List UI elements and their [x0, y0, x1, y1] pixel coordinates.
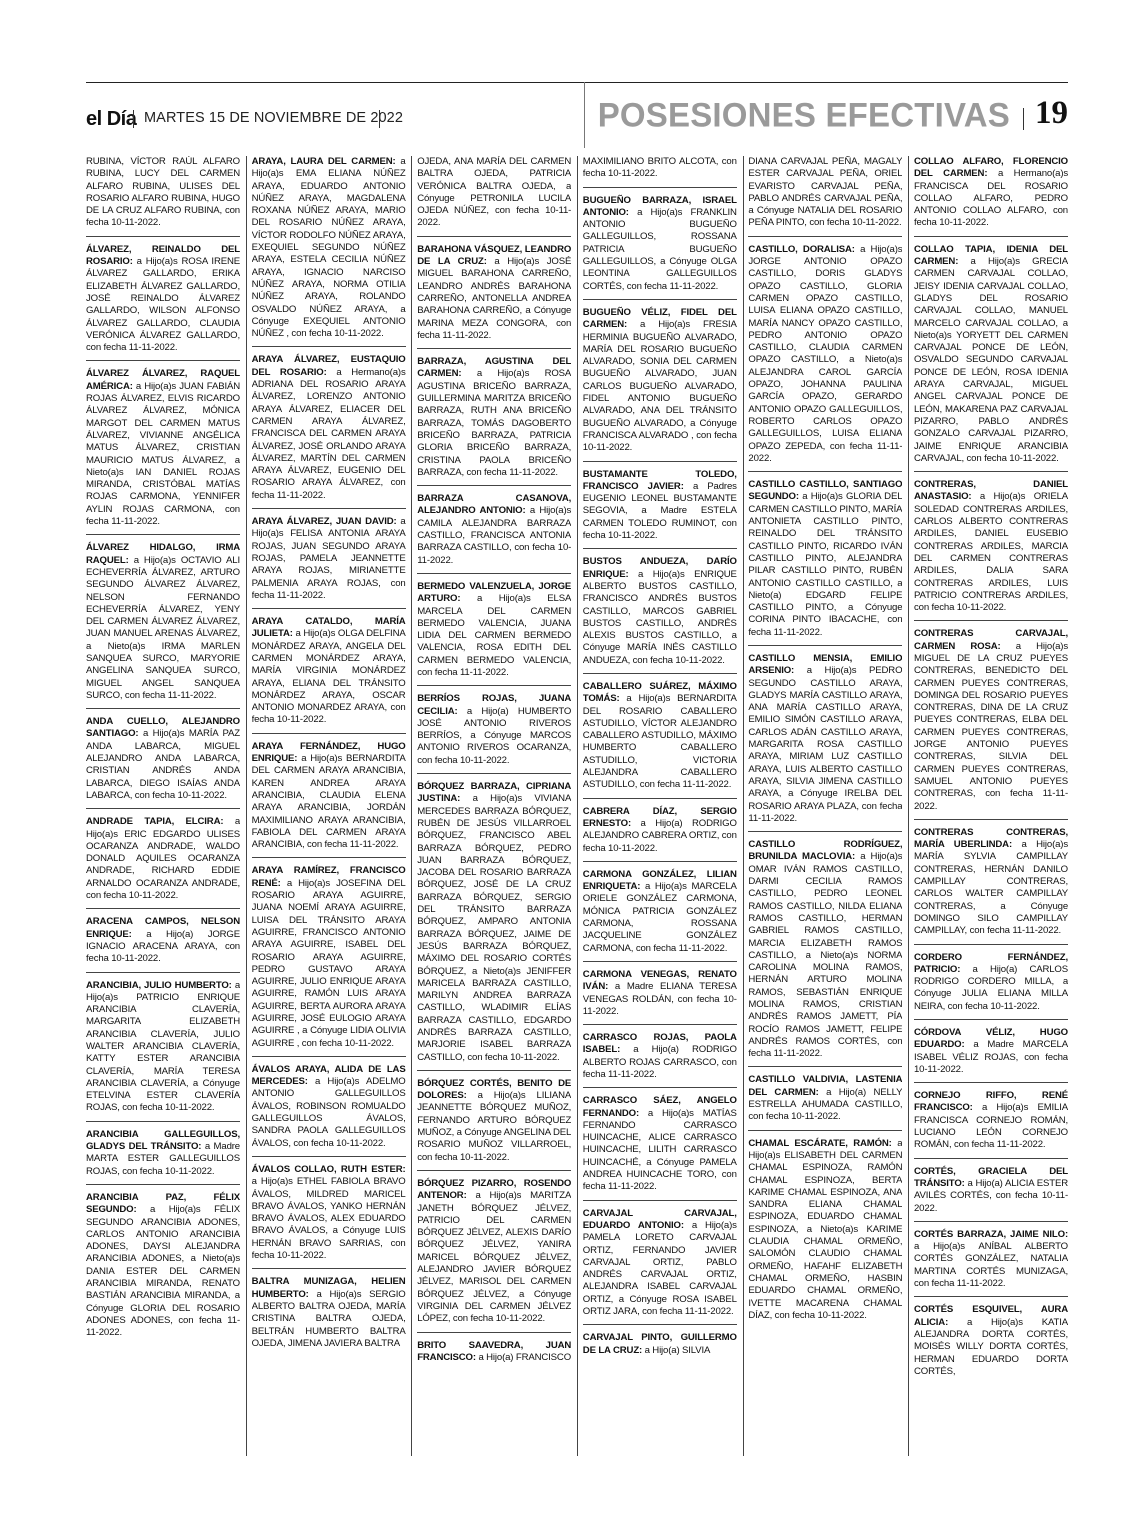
heirs-text: a Hijo(a)s BERNARDITA DEL CARMEN ARAYA ARANCIBIA, KAREN ANDREA ARAYA ARANCIBIA, CLAUDIA ELENA ARAYA ARANCIBIA, JORDÁN MAXIMILIANO ARAYA ARANCIBIA, FABIOLA DEL CARMEN ARAYA ARANCIBIA, con fecha 11-11-2022.: [251, 753, 406, 851]
notice-entry: [914, 952, 1068, 1020]
page-number: 19: [1035, 95, 1068, 131]
deceased-name: ARAYA, LAURA DEL CARMEN:: [251, 156, 396, 167]
notice-entry: [748, 1138, 902, 1328]
deceased-name: CONTRERAS CONTRERAS, MARÍA UBERLINDA:: [914, 826, 1068, 851]
deceased-name: CASTILLO CASTILLO, SANTIAGO SEGUNDO:: [748, 479, 903, 503]
heirs-text: a Hijo(a) SILVIA: [644, 1344, 711, 1356]
deceased-name: BRITO SAAVEDRA, JUAN FRANCISCO:: [417, 1339, 572, 1363]
heirs-text: a Madre ELIANA TERESA VENEGAS ROLDÁN, con fecha 10-11-2022.: [582, 981, 737, 1017]
deceased-name: ARAYA ÁLVAREZ, EUSTAQUIO DEL ROSARIO:: [251, 354, 406, 378]
heirs-text: a Hijo(a)s MATÍAS FERNANDO CARRASCO HUINCACHE, ALICE CARRASCO HUINCACHE, LILITH CARRASCO HUINCACHÉ, a Cónyuge PAMELA ANDREA HUINCACHE TORO, con fecha 11-11-2022.: [582, 1107, 737, 1193]
notice-entry: [914, 628, 1068, 819]
issue-date: MARTES 15 DE NOVIEMBRE DE 2022: [144, 110, 403, 126]
notice-entry: [252, 1164, 406, 1269]
heirs-text: a Hijo(a)s FELISA ANTONIA ARAYA ROJAS, JUAN SEGUNDO ARAYA ROJAS, PAMELA JEANNETTE ARAYA ROJAS, MIRIANETTE PALMENIA ARAYA ROJAS, con fecha 11-11-2022.: [251, 516, 406, 601]
deceased-name: ARAYA ÁLVAREZ, JUAN DAVID:: [251, 516, 397, 528]
notice-entry: [417, 1340, 571, 1371]
heirs-text: a Hijo(a)s VIVIANA MERCEDES BARRAZA BÓRQUEZ, RUBÉN DE JESÚS VILLARROEL BÓRQUEZ, FRANCISCO ABEL BARRAZA BÓRQUEZ, PEDRO JUAN BARRAZA BÓRQUEZ, JACOBA DEL ROSARIO BARRAZA BÓRQUEZ, JOSÉ DE LA CRUZ BARRAZA BÓRQUEZ, SERGIO DEL TRÁNSITO BARRAZA BÓRQUEZ, AMPARO ANTONIA BARRAZA BÓRQUEZ, JAIME DE JESÚS BARRAZA BÓRQUEZ, MÁXIMO DEL ROSARIO CORTÉS BÓRQUEZ, a Nieto(a)s JENIFFER MARICELA BARRAZA CASTILLO, MARILYN ANDREA BARRAZA CASTILLO, WLADIMIR ELÍAS BARRAZA CASTILLO, EDGARDO ANDRÉS BARRAZA CASTILLO, MARJORIE ISABEL BARRAZA CASTILLO, con fecha 10-11-2022.: [417, 793, 572, 1063]
heirs-text: a Hijo(a)s ETHEL FABIOLA BRAVO ÁVALOS, MILDRED MARICEL BRAVO ÁVALOS, YANKO HERNÁN BRAVO ÁVALOS, ALEX EDUARDO BRAVO ÁVALOS, a Cónyuge LUIS HERNÁN BRAVO SARRIAS, con fecha 10-11-2022.: [251, 1176, 406, 1262]
heirs-text: a Hijo(a)s EMILIA FRANCISCA CORNEJO ROMÁN, LUCIANO LEÓN CORNEJO ROMÁN, con fecha 11-11-2022.: [914, 1102, 1068, 1151]
notice-entry: [417, 781, 571, 1071]
heirs-text: a Hijo(a)s GLORIA DEL CARMEN CASTILLO PINTO, MARÍA ANTONIETA CASTILLO PINTO, REINALDO DEL TRÁNSITO CASTILLO PINTO, RICARDO IVÁN CASTILLO PINTO, ALEJANDRA PILAR CASTILLO PINTO, RUBÉN ANTONIO CASTILLO CASTILLO, a Nieto(a) EDGARD FELIPE CASTILLO PINTO, a Cónyuge CORINA PINTO IBACACHE, con fecha 11-11-2022.: [748, 491, 903, 638]
notice-entry: [86, 816, 240, 909]
heirs-text: a Hijo(a)s ELSA MARCELA DEL CARMEN BERMEDO VALENCIA, JUANA LIDIA DEL CARMEN BERMEDO VALENCIA, ROSA EDITH DEL CARMEN BERMEDO VALENCIA, con fecha 11-11-2022.: [417, 593, 572, 678]
deceased-name: CONTRERAS CARVAJAL, CARMEN ROSA:: [914, 628, 1068, 652]
heirs-text: a Hijo(a)s ELISABETH DEL CARMEN CHAMAL ESPINOZA, RAMÓN CHAMAL ESPINOZA, BERTA KARIME CHAMAL ESPINOZA, ANA SANDRA ELIANA CHAMAL ESPINOZA, EDUARDO CHAMAL ESPINOZA, a Nieto(a)s KARIME CLAUDIA CHAMAL ORMEÑO, SALOMÓN CLAUDIO CHAMAL ORMEÑO, HAFAHF ELIZABETH CHAMAL ORMEÑO, HASBIN EDUARDO CHAMAL ORMEÑO, IVETTE MACARENA CHAMAL DÍAZ, con fecha 10-11-2022.: [748, 1137, 903, 1321]
deceased-name: ANDA CUELLO, ALEJANDRO SANTIAGO:: [86, 716, 240, 740]
notice-entry: [252, 741, 406, 859]
deceased-name: CASTILLO MENSIA, EMILIO ARSENIO:: [748, 652, 903, 677]
newspaper-logo: el Día: [86, 108, 137, 130]
deceased-name: CORDERO FERNÁNDEZ, PATRICIO:: [914, 951, 1068, 975]
heirs-text: a Hijo(a)s ERIC EDGARDO ULISES OCARANZA ANDRADE, WALDO DONALD AQUILES OCARANZA ANDRADE, RICHARD EDDIE ARNALDO OCARANZA ANDRADE, con fecha 10-11-2022.: [86, 816, 240, 902]
column-rule: [246, 156, 247, 1456]
deceased-name: ANDRADE TAPIA, ELCIRA:: [86, 816, 224, 828]
notice-entry: [417, 1078, 571, 1171]
deceased-name: CONTRERAS, DANIEL ANASTASIO:: [914, 479, 1068, 503]
notice-entry: [583, 1095, 737, 1200]
heirs-text: a Hijo(a)s OLGA DELFINA MONÁRDEZ ARAYA, ANGELA DEL CARMEN MONÁRDEZ ARAYA, MARÍA VIRGINIA MONÁRDEZ ARAYA, ELIANA DEL TRÁNSITO MONÁRDEZ ARAYA, OSCAR ANTONIO MONARDEZ ARAYA, con fecha 10-11-2022.: [251, 628, 406, 726]
heirs-text: a Hijo(a)s OMAR IVÁN RAMOS CASTILLO, DARMI CECILIA RAMOS CASTILLO, PEDRO LEONEL RAMOS CASTILLO, NILDA ELIANA RAMOS CASTILLO, HERMAN GABRIEL RAMOS CASTILLO, MARCIA ELIZABETH RAMOS CASTILLO, a Nieto(a)s NORMA CAROLINA MOLINA RAMOS, HERNÁN ARTURO MOLINA RAMOS, SEBASTIÁN ENRIQUE MOLINA RAMOS, CRISTIAN ANDRÉS RAMOS JAMETT, PÍA ROCÍO RAMOS JAMETT, FELIPE ANDRÉS RAMOS CORTÉS, con fecha 11-11-2022.: [748, 851, 903, 1060]
notice-entry: [583, 681, 737, 799]
notice-entry: [86, 244, 240, 362]
notice-entry: [86, 156, 240, 237]
deceased-name: ÁLVAREZ HIDALGO, IRMA RAQUEL:: [86, 542, 240, 566]
deceased-name: BUGUEÑO BARRAZA, ISRAEL ANTONIO:: [582, 194, 737, 218]
heirs-text: a Hijo(a)s FRESIA HERMINIA BUGUEÑO ALVARADO, MARÍA DEL ROSARIO BUGUEÑO ALVARADO, SONIA DEL CARMEN BUGUEÑO ALVARADO, JUAN CARLOS BUGUEÑO ALVARADO, FIDEL ANTONIO BUGUEÑO ALVARADO, ANA DEL TRÁNSITO BUGUEÑO ALVARADO, a Cónyuge FRANCISCA ALVARADO , con fecha 10-11-2022.: [582, 319, 737, 454]
heirs-text: a Hijo(a)s CAMILA ALEJANDRA BARRAZA CASTILLO, FRANCISCA ANTONIA BARRAZA CASTILLO, con fecha 10-11-2022.: [417, 505, 572, 566]
heirs-text: a Hijo(a) RODRIGO ALEJANDRO CABRERA ORTIZ, con fecha 10-11-2022.: [582, 817, 737, 854]
column-rule: [577, 156, 578, 1456]
deceased-name: ÁVALOS ARAYA, ALIDA DE LAS MERCEDES:: [251, 1063, 406, 1088]
deceased-name: BUSTAMANTE TOLEDO, FRANCISCO JAVIER:: [582, 468, 737, 492]
section-title: POSESIONES EFECTIVAS: [597, 95, 1010, 134]
notice-entry: [417, 493, 571, 574]
deceased-name: CARMONA VENEGAS, RENATO IVÁN:: [582, 968, 737, 993]
notice-entry: [252, 516, 406, 609]
notice-entry: [86, 1192, 240, 1346]
deceased-name: CORTÉS, GRACIELA DEL TRÁNSITO:: [914, 1165, 1068, 1189]
heirs-text: a Hijo(a)s MARÍA SYLVIA CAMPILLAY CONTRERAS, HERNÁN DANILO CAMPILLAY CONTRERAS, CARLOS WALTER CAMPILLAY CONTRERAS, a Cónyuge DOMINGO SILO CAMPILLAY CAMPILLAY, con fecha 11-11-2022.: [914, 839, 1068, 937]
heirs-text: a Hijo(a)s OCTAVIO ALI ECHEVERRÍA ÁLVAREZ, ARTURO SEGUNDO ÁLVAREZ ÁLVAREZ, NELSON FERNANDO ECHEVERRÍA ÁLVAREZ, YENY DEL CARMEN ÁLVAREZ ÁLVAREZ, JUAN MANUEL ARENAS ÁLVAREZ, a Nieto(a)s IRMA MARLEN SANQUEA SURCO, MARYORIE ANGELINA SANQUEA SURCO, MIGUEL ANGEL SANQUEA SURCO, con fecha 11-11-2022.: [86, 554, 240, 701]
notice-entry: [914, 244, 1068, 472]
notice-entry: [914, 1090, 1068, 1158]
deceased-name: BÓRQUEZ PIZARRO, ROSENDO ANTENOR:: [417, 1177, 572, 1202]
heirs-text: a Hijo(a) RODRIGO ALBERTO ROJAS CARRASCO, con fecha 11-11-2022.: [582, 1044, 737, 1080]
heirs-text: a Hijo(a)s PEDRO SEGUNDO CASTILLO ARAYA, GLADYS MARÍA CASTILLO ARAYA, ANA MARÍA CASTILLO ARAYA, EMILIO SIMÓN CASTILLO ARAYA, CARLOS ADÁN CASTILLO ARAYA, MARGARITA ROSA CASTILLO ARAYA, MIRIAM LUZ CASTILLO ARAYA, LUIS ALBERTO CASTILLO ARAYA, SILVIA JIMENA CASTILLO ARAYA, a Cónyuge IRELBA DEL ROSARIO ARAYA PLAZA, con fecha 11-11-2022.: [748, 665, 903, 824]
header-divider: [584, 82, 585, 148]
notice-entry: [748, 479, 902, 646]
heirs-text: a Hermano(a)s FRANCISCA DEL ROSARIO COLLAO ALFARO, PEDRO ANTONIO COLLAO ALFARO, con fecha 10-11-2022.: [914, 168, 1068, 229]
column-rule: [908, 156, 909, 1456]
heirs-text: OJEDA, ANA MARÍA DEL CARMEN BALTRA OJEDA, PATRICIA VERÓNICA BALTRA OJEDA, a Cónyuge PETRONILA LUCILA OJEDA NÚÑEZ, con fecha 10-11-2022.: [417, 156, 572, 229]
heirs-text: a Hijo(a)s MIGUEL DE LA CRUZ PUEYES CONTRERAS, BENEDICTO DEL CARMEN PUEYES CONTRERAS, DOMINGA DEL ROSARIO PUEYES CONTRERAS, DINA DE LA CRUZ PUEYES CONTRERAS, ELBA DEL CARMEN PUEYES CONTRERAS, JORGE ANTONIO PUEYES CONTRERAS, SILVIA DEL CARMEN PUEYES CONTRERAS, SAMUEL ANTONIO PUEYES CONTRERAS, con fecha 11-11-2022.: [914, 640, 1068, 812]
notice-columns: [86, 156, 1068, 1446]
deceased-name: BARRAZA, AGUSTINA DEL CARMEN:: [417, 356, 572, 380]
deceased-name: CASTILLO VALDIVIA, LASTENIA DEL CARMEN:: [748, 1074, 903, 1098]
deceased-name: CARRASCO SÁEZ, ANGELO FERNANDO:: [582, 1095, 737, 1119]
deceased-name: CASTILLO RODRÍGUEZ, BRUNILDA MACLOVIA:: [748, 839, 903, 863]
notice-entry: [86, 542, 240, 709]
heirs-text: a Hijo(a) FRANCISCO: [478, 1351, 572, 1363]
deceased-name: ARAYA RAMÍREZ, FRANCISCO RENÉ:: [251, 865, 406, 889]
separator: [1023, 108, 1024, 130]
heirs-text: a Hijo(a) ALICIA ESTER AVILÉS CORTÉS, con fecha 10-11-2022.: [914, 1177, 1068, 1214]
notice-entry: [914, 827, 1068, 945]
notice-entry: [583, 1332, 737, 1363]
heirs-text: a Hijo(a)s MARÍA PAZ ANDA LABARCA, MIGUEL ALEJANDRO ANDA LABARCA, CRISTIAN ANDRÉS ANDA LABARCA, DIEGO ISAÍAS ANDA LABARCA, con fecha 10-11-2022.: [86, 728, 240, 801]
heirs-text: a Hijo(a)s KATIA ALEJANDRA DORTA CORTÉS, MOISÉS WILLY DORTA CORTÉS, HERMAN EDUARDO DORTA CORTÉS,: [914, 1316, 1068, 1377]
notice-entry: [914, 1229, 1068, 1297]
heirs-text: a Hijo(a)s FRANKLIN ANTONIO BUGUEÑO GALLEGUILLOS, ROSSANA PATRICIA BUGUEÑO GALLEGUILLOS, a Cónyuge OLGA LEONTINA GALLEGUILLOS CORTÉS, con fecha 11-11-2022.: [582, 206, 737, 292]
deceased-name: CARMONA GONZÁLEZ, LILIAN ENRIQUETA:: [582, 868, 737, 893]
heirs-text: a Hijo(a)s ANÍBAL ALBERTO CORTÉS GONZÁLEZ, NATALIA MARTINA CORTÉS MUNIZAGA, con fecha 11-11-2022.: [914, 1241, 1068, 1290]
heirs-text: a Hijo(a)s MARCELA ORIELE GONZÁLEZ CARMONA, MÓNICA PATRICIA GONZÁLEZ CARMONA, ROSSANA JACQUELINE GONZÁLEZ CARMONA, con fecha 11-11-2022.: [582, 881, 737, 954]
notice-entry: [914, 1166, 1068, 1222]
notice-entry: [252, 616, 406, 734]
notice-entry: [748, 156, 902, 237]
notice-entry: [583, 307, 737, 462]
deceased-name: ARANCIBIA, JULIO HUMBERTO:: [86, 979, 232, 991]
top-rule: [86, 82, 1068, 83]
notice-column-3: [417, 156, 571, 1446]
heirs-text: a Hijo(a)s PAMELA LORETO CARVAJAL ORTIZ, FERNANDO JAVIER CARVAJAL ORTIZ, PABLO ANDRÉS CARVAJAL ORTIZ, ALEJANDRA ISABEL CARVAJAL ORTIZ, a Cónyuge ROSA ISABEL ORTIZ JARA, con fecha 11-11-2022.: [582, 1219, 737, 1318]
deceased-name: CARVAJAL PINTO, GUILLERMO DE LA CRUZ:: [582, 1332, 737, 1356]
masthead: [86, 96, 1068, 142]
heirs-text: a Madre MARCELA ISABEL VÉLIZ ROJAS, con fecha 10-11-2022.: [914, 1039, 1068, 1075]
notice-column-2: [252, 156, 406, 1446]
notice-entry: [86, 916, 240, 972]
heirs-text: a Hijo(a)s JUAN FABIÁN ROJAS ÁLVAREZ, ELVIS RICARDO ÁLVAREZ ÁLVAREZ, MÓNICA MARGOT DEL CARMEN MATUS ÁLVAREZ, VIVIANNE ANGÉLICA MATUS ÁLVAREZ, CRISTIAN MAURICIO MATUS ÁLVAREZ, a Nieto(a)s IAN DANIEL ROJAS MIRANDA, CRISTÓBAL MATÍAS ROJAS CARMONA, YENNIFER AYLIN ROJAS CARMONA, con fecha 11-11-2022.: [86, 380, 240, 528]
deceased-name: BÓRQUEZ CORTÉS, BENITO DE DOLORES:: [417, 1077, 572, 1102]
notice-entry: [252, 1064, 406, 1157]
notice-entry: [583, 806, 737, 862]
notice-entry: [748, 1074, 902, 1130]
deceased-name: BALTRA MUNIZAGA, HELIEN HUMBERTO:: [251, 1276, 406, 1300]
notice-entry: [252, 1276, 406, 1356]
heirs-text: a Padres EUGENIO LEONEL BUSTAMANTE SEGOVIA, a Madre ESTELA CARMEN TOLEDO RUMINOT, con fecha 10-11-2022.: [582, 480, 737, 542]
notice-entry: [252, 354, 406, 509]
deceased-name: COLLAO TAPIA, IDENIA DEL CARMEN:: [914, 243, 1068, 268]
newspaper-page: [86, 82, 1068, 1462]
deceased-name: CORTÉS BARRAZA, JAIME NILO:: [914, 1228, 1068, 1240]
heirs-text: a Hijo(a)s JORGE ANTONIO OPAZO CASTILLO, DORIS GLADYS OPAZO CASTILLO, GLORIA CARMEN OPAZO CASTILLO, LUISA ELIANA OPAZO CASTILLO, MARÍA NANCY OPAZO CASTILLO, PEDRO ANTONIO OPAZO CASTILLO, CLAUDIA CARMEN OPAZO CASTILLO, a Nieto(a)s ALEJANDRA CAROL GARCÍA OPAZO, JOHANNA PAULINA GARCÍA OPAZO, GERARDO ANTONIO OPAZO GALLEGUILLOS, ROBERTO CARLOS OPAZO GALLEGUILLOS, LUISA ELIANA OPAZO ZEPEDA, con fecha 11-11-2022.: [748, 243, 903, 464]
notice-column-4: [583, 156, 737, 1446]
notice-entry: [583, 469, 737, 550]
notice-column-1: [86, 156, 240, 1446]
deceased-name: ÁVALOS COLLAO, RUTH ESTER:: [251, 1163, 406, 1175]
notice-entry: [252, 156, 406, 347]
deceased-name: COLLAO ALFARO, FLORENCIO DEL CARMEN:: [914, 156, 1068, 180]
notice-entry: [417, 356, 571, 486]
notice-entry: [252, 865, 406, 1056]
heirs-text: a Hijo(a)s ENRIQUE ALBERTO BUSTOS CASTILLO, FRANCISCO ANDRÉS BUSTOS CASTILLO, MARCOS GABRIEL BUSTOS CASTILLO, ANDRÉS ALEXIS BUSTOS CASTILLO, a Cónyuge MARÍA INÉS CASTILLO ANDUEZA, con fecha 10-11-2022.: [582, 568, 737, 666]
heirs-text: a Hijo(a) HUMBERTO JOSÉ ANTONIO RIVEROS BERRÍOS, a Cónyuge MARCOS ANTONIO RIVEROS OCARANZA, con fecha 10-11-2022.: [417, 705, 572, 766]
deceased-name: CARRASCO ROJAS, PAOLA ISABEL:: [582, 1032, 737, 1056]
notice-entry: [417, 244, 571, 349]
notice-entry: [748, 244, 902, 472]
heirs-text: a Hijo(a)s LILIANA JEANNETTE BÓRQUEZ MUÑOZ, FERNANDO ARTURO BÓRQUEZ MUÑOZ, a Cónyuge ANGELINA DEL ROSARIO MUÑOZ VILLARROEL, con fecha 10-11-2022.: [417, 1090, 572, 1163]
heirs-text: a Hijo(a)s MARITZA JANETH BÓRQUEZ JÉLVEZ, PATRICIO DEL CARMEN BÓRQUEZ JÉLVEZ, ALEXIS DARÍO BÓRQUEZ JÉLVEZ, YANIRA MARICEL BÓRQUEZ JÉLVEZ, ALEJANDRO JAVIER BÓRQUEZ JÉLVEZ, MARISOL DEL CARMEN BÓRQUEZ JÉLVEZ, a Cónyuge VIRGINIA DEL CARMEN JÉLVEZ LÓPEZ, con fecha 10-11-2022.: [417, 1190, 572, 1325]
notice-entry: [583, 869, 737, 962]
heirs-text: a Hijo(a)s SERGIO ALBERTO BALTRA OJEDA, MARÍA CRISTINA BALTRA OJEDA, BELTRÁN HUMBERTO BALTRA OJEDA, JIMENA JAVIERA BALTRA: [251, 1288, 406, 1349]
deceased-name: BUGUEÑO VÉLIZ, FIDEL DEL CARMEN:: [582, 306, 737, 331]
deceased-name: ARAYA FERNÁNDEZ, HUGO ENRIQUE:: [251, 740, 406, 765]
heirs-text: a Hijo(a)s JOSEFINA DEL ROSARIO ARAYA AGUIRRE, JUANA NOEMÍ ARAYA AGUIRRE, LUISA DEL TRÁNSITO ARAYA AGUIRRE, FRANCISCO ANTONIO ARAYA AGUIRRE, ISABEL DEL ROSARIO ARAYA AGUIRRE, PEDRO GUSTAVO ARAYA AGUIRRE, JULIO ENRIQUE ARAYA AGUIRRE, RAMÓN LUIS ARAYA AGUIRRE, BERTA AURORA ARAYA AGUIRRE, JOSÉ EULOGIO ARAYA AGUIRRE , a Cónyuge LIDIA OLIVIA AGUIRRE , con fecha 10-11-2022.: [251, 877, 406, 1049]
notice-column-5: [748, 156, 902, 1446]
heirs-text: a Hijo(a)s FÉLIX SEGUNDO ARANCIBIA ADONES, CARLOS ANTONIO ARANCIBIA ADONES, DAYSI ALEJANDRA ARANCIBIA ADONES, a Nieto(a)s DANIA ESTER DEL CARMEN ARANCIBIA MIRANDA, RENATO BASTIÁN ARANCIBIA MIRANDA, a Cónyuge GLORIA DEL ROSARIO ADONES ADONES, con fecha 11-11-2022.: [86, 1204, 240, 1339]
notice-entry: [417, 1178, 571, 1333]
heirs-text: a Hijo(a) NELLY ESTRELLA AHUMADA CASTILLO, con fecha 10-11-2022.: [748, 1086, 903, 1123]
notice-entry: [583, 556, 737, 674]
heirs-text: a Hijo(a)s ROSA AGUSTINA BRICEÑO BARRAZA, GUILLERMINA MARITZA BRICEÑO BARRAZA, RUTH ANA BRICEÑO BARRAZA, TOMÁS DAGOBERTO BRICEÑO BARRAZA, PATRICIA GLORIA BRICEÑO BARRAZA, CRISTINA PAOLA BRICEÑO BARRAZA, con fecha 11-11-2022.: [417, 368, 572, 478]
separator: [133, 110, 134, 128]
deceased-name: ARANCIBIA GALLEGUILLOS, GLADYS DEL TRÁNSITO:: [86, 1128, 240, 1153]
deceased-name: CARVAJAL CARVAJAL, EDUARDO ANTONIO:: [582, 1207, 737, 1231]
heirs-text: MAXIMILIANO BRITO ALCOTA, con fecha 10-11-2022.: [582, 156, 737, 180]
separator: [379, 110, 380, 128]
notice-entry: [417, 693, 571, 774]
notice-entry: [417, 581, 571, 686]
heirs-text: a Madre MARTA ESTER GALLEGUILLOS ROJAS, con fecha 10-11-2022.: [86, 1141, 240, 1177]
column-rule: [411, 156, 412, 1456]
deceased-name: BÓRQUEZ BARRAZA, CIPRIANA JUSTINA:: [417, 781, 572, 805]
heirs-text: a Hijo(a) CARLOS RODRIGO CORDERO MILLA, a Cónyuge JULIA ELIANA MILLA NEIRA, con fecha 10-11-2022.: [914, 963, 1068, 1012]
notice-entry: [417, 156, 571, 237]
notice-entry: [86, 1129, 240, 1185]
heirs-text: RUBINA, VÍCTOR RAÚL ALFARO RUBINA, LUCY DEL CARMEN ALFARO RUBINA, ULISES DEL ROSARIO ALFARO RUBINA, HUGO DE LA CRUZ ALFARO RUBINA, con fecha 10-11-2022.: [86, 156, 240, 229]
deceased-name: ARAYA CATALDO, MARÍA JULIETA:: [251, 616, 406, 640]
deceased-name: CABRERA DÍAZ, SERGIO ERNESTO:: [582, 805, 737, 829]
notice-entry: [86, 980, 240, 1122]
deceased-name: CASTILLO, DORALISA:: [748, 243, 855, 255]
notice-entry: [748, 653, 902, 832]
deceased-name: BARRAZA CASANOVA, ALEJANDRO ANTONIO:: [417, 493, 572, 517]
notice-entry: [914, 479, 1068, 621]
notice-entry: [583, 1032, 737, 1088]
heirs-text: DIANA CARVAJAL PEÑA, MAGALY ESTER CARVAJAL PEÑA, ORIEL EVARISTO CARVAJAL PEÑA, PABLO ANDRÉS CARVAJAL PEÑA, a Cónyuge NATALIA DEL ROSARIO PEÑA PINTO, con fecha 10-11-2022.: [748, 156, 903, 229]
deceased-name: ÁLVAREZ ÁLVAREZ, RAQUEL AMÉRICA:: [86, 368, 240, 392]
notice-entry: [86, 716, 240, 809]
notice-entry: [748, 839, 902, 1067]
heirs-text: a Hijo(a)s GRECIA CARMEN CARVAJAL COLLAO, JEISY IDENIA CARVAJAL COLLAO, GLADYS DEL ROSARIO CARVAJAL COLLAO, MANUEL MARCELO CARVAJAL COLLAO, a Nieto(a)s YORYETT DEL CARMEN CARVAJAL PONCE DE LEÓN, OSVALDO SEGUNDO CARVAJAL PONCE DE LEÓN, ROSA IDENIA ARAYA CARVAJAL, MIGUEL ANGEL CARVAJAL PONCE DE LEÓN, MAKARENA PAZ CARVAJAL PIZARRO, PABLO ANDRÉS GONZALO CARVAJAL PIZARRO, JAIME ENRIQUE ARANCIBIA CARVAJAL, con fecha 10-11-2022.: [914, 256, 1068, 464]
deceased-name: BERRÍOS ROJAS, JUANA CECILIA:: [417, 693, 572, 717]
heirs-text: a Hijo(a)s ORIELA SOLEDAD CONTRERAS ARDILES, CARLOS ALBERTO CONTRERAS ARDILES, DANIEL EUSEBIO CONTRERAS ARDILES, MARCIA DEL CARMEN CONTRERAS ARDILES, DALIA SARA CONTRERAS ARDILES, LUIS PATRICIO CONTRERAS ARDILES, con fecha 10-11-2022.: [914, 491, 1068, 614]
heirs-text: a Hijo(a)s JOSÉ MIGUEL BARAHONA CARREÑO, LEANDRO ANDRÉS BARAHONA CARREÑO, ANTONELLA ANDREA BARAHONA CARREÑO, a Cónyuge MARINA MEZA CONGORA, con fecha 11-11-2022.: [417, 256, 572, 341]
heirs-text: a Hijo(a) JORGE IGNACIO ARACENA ARAYA, con fecha 10-11-2022.: [86, 928, 240, 965]
heirs-text: a Hijo(a)s ADELMO ANTONIO GALLEGUILLOS ÁVALOS, ROBINSON ROMUALDO GALLEGUILLOS ÁVALOS, SANDRA PAOLA GALLEGUILLOS ÁVALOS, con fecha 10-11-2022.: [251, 1076, 406, 1149]
notice-entry: [86, 368, 240, 535]
heirs-text: a Hermano(a)s ADRIANA DEL ROSARIO ARAYA ÁLVAREZ, LORENZO ANTONIO ARAYA ÁLVAREZ, ELIACER DEL CARMEN ARAYA ÁLVAREZ, FRANCISCA DEL CARMEN ARAYA ÁLVAREZ, JOSÉ ORLANDO ARAYA ÁLVAREZ, MARTÍN DEL CARMEN ARAYA ÁLVAREZ, EUGENIO DEL ROSARIO ARAYA ÁLVAREZ, con fecha 11-11-2022.: [251, 366, 406, 501]
deceased-name: CÓRDOVA VÉLIZ, HUGO EDUARDO:: [914, 1027, 1068, 1051]
deceased-name: BERMEDO VALENZUELA, JORGE ARTURO:: [417, 580, 572, 605]
heirs-text: a Hijo(a)s PATRICIO ENRIQUE ARANCIBIA CLAVERÍA, MARGARITA ELIZABETH ARANCIBIA CLAVERÍA, JULIO WALTER ARANCIBIA CLAVERÍA, KATTY ESTER ARANCIBIA CLAVERÍA, MARÍA TERESA ARANCIBIA CLAVERÍA, a Cónyuge ETELVINA ESTER CLAVERÍA ROJAS, con fecha 10-11-2022.: [86, 979, 240, 1114]
column-rule: [743, 156, 744, 1456]
deceased-name: CABALLERO SUÁREZ, MÁXIMO TOMÁS:: [582, 680, 737, 705]
deceased-name: BUSTOS ANDUEZA, DARÍO ENRIQUE:: [582, 556, 737, 580]
heirs-text: a Hijo(a)s ROSA IRENE ÁLVAREZ GALLARDO, ERIKA ELIZABETH ÁLVAREZ GALLARDO, JOSÉ REINALDO ÁLVAREZ GALLARDO, WILSON ALFONSO ÁLVAREZ GALLARDO, CLAUDIA VERÓNICA ÁLVAREZ GALLARDO, con fecha 11-11-2022.: [86, 256, 240, 354]
notice-entry: [583, 195, 737, 300]
deceased-name: ÁLVAREZ, REINALDO DEL ROSARIO:: [86, 243, 240, 268]
deceased-name: CORNEJO RIFFO, RENÉ FRANCISCO:: [914, 1090, 1068, 1114]
notice-entry: [583, 1208, 737, 1326]
heirs-text: a Hijo(a)s EMA ELIANA NÚÑEZ ARAYA, EDUARDO ANTONIO NÚÑEZ ARAYA, MAGDALENA ROXANA NÚÑEZ ARAYA, MARIO DEL ROSARIO NÚÑEZ ARAYA, VÍCTOR RODOLFO NÚÑEZ ARAYA, EXEQUIEL SEGUNDO NÚÑEZ ARAYA, ESTELA CECILIA NÚÑEZ ARAYA, IGNACIO NARCISO NÚÑEZ ARAYA, NORMA OTILIA NÚÑEZ ARAYA, ROLANDO OSVALDO NÚÑEZ ARAYA, a Cónyuge EXEQUIEL ANTONIO NÚÑEZ , con fecha 10-11-2022.: [251, 156, 406, 340]
deceased-name: BARAHONA VÁSQUEZ, LEANDRO DE LA CRUZ:: [417, 243, 572, 268]
notice-entry: [583, 969, 737, 1025]
deceased-name: CORTÉS ESQUIVEL, AURA ALICIA:: [914, 1304, 1068, 1328]
deceased-name: CHAMAL ESCÁRATE, RAMÓN:: [748, 1137, 892, 1149]
deceased-name: ARANCIBIA PAZ, FÉLIX SEGUNDO:: [86, 1191, 240, 1216]
deceased-name: ARACENA CAMPOS, NELSON ENRIQUE:: [86, 916, 240, 940]
notice-entry: [914, 156, 1068, 237]
notice-column-6: [914, 156, 1068, 1446]
heirs-text: a Hijo(a)s BERNARDITA DEL ROSARIO CABALLERO ASTUDILLO, VÍCTOR ALEJANDRO CABALLERO ASTUDILLO, MÁXIMO HUMBERTO CABALLERO ASTUDILLO, VICTORIA ALEJANDRA CABALLERO ASTUDILLO, con fecha 11-11-2022.: [582, 693, 737, 791]
notice-entry: [583, 156, 737, 188]
notice-entry: [914, 1027, 1068, 1083]
notice-entry: [914, 1304, 1068, 1384]
